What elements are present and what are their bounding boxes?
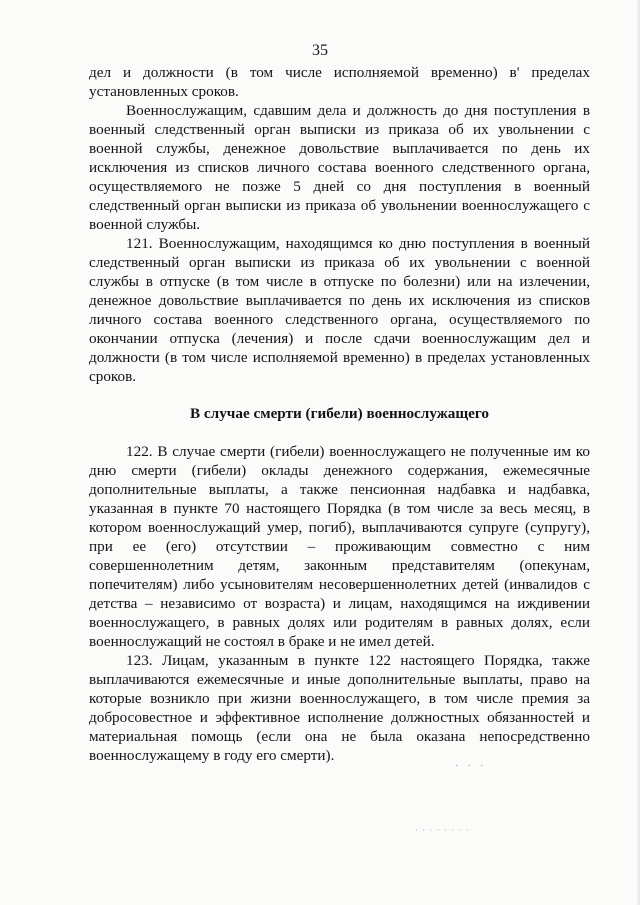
- section-heading: В случае смерти (гибели) военнослужащего: [190, 405, 489, 422]
- scan-artifact-mark: · · ·: [455, 760, 487, 772]
- paragraph-123: 123. Лицам, указанным в пункте 122 настоящего Порядка, также выплачиваются ежемесячные и иные дополнительные выплаты, право на которые возникло при жизни военнослужащего, в том числе премия за добросовестное и эффективное исполнение должностных обязанностей и материальная помощь (если она не была оказана непосредственно военнослужащему в году его смерти).: [89, 652, 590, 764]
- page-number: 35: [312, 42, 328, 59]
- paragraph-121: 121. Военнослужащим, находящимся ко дню поступления в военный следственный орган выписки из приказа об их увольнении с военной службы в отпуске (в том числе в отпуске по болезни) или на излечении, денежное довольствие выплачивается по день их исключения из списков личного состава военного следственного органа, осуществляемого по окончании отпуска (лечения) и после сдачи военнослужащим дел и должности (в том числе исполняемой временно) в пределах установленных сроков.: [89, 235, 590, 385]
- document-body: [89, 63, 590, 765]
- paragraph-122: 122. В случае смерти (гибели) военнослужащего не полученные им ко дню смерти (гибели) оклады денежного содержания, ежемесячные дополнительные выплаты, а также пенсионная надбавка и надбавка, указанная в пункте 70 настоящего Порядка (в том числе за весь месяц, в котором военнослужащий умер, погиб), выплачиваются супруге (супругу), при ее (его) отсутствии – проживающим совместно с ним совершеннолетним детям, законным представителям (опекунам, попечителям) либо усыновителям несовершеннолетних детей (инвалидов с детства – независимо от возраста) и лицам, находящимся на иждивении военнослужащего, в равных долях или родителям в равных долях, если военнослужащий не состоял в браке и не имел детей.: [89, 443, 590, 650]
- paragraph-continuation: дел и должности (в том числе исполняемой временно) в' пределах установленных сроков.: [89, 64, 590, 100]
- page-edge-shadow: [636, 0, 640, 905]
- paragraph-dismissed-servicemen: Военнослужащим, сдавшим дела и должность до дня поступления в военный следственный орган выписки из приказа об их увольнении с военной службы, денежное довольствие выплачивается по день их исключения из списков личного состава военного следственного органа, осуществляемого не позже 5 дней со дня поступления в военный следственный орган выписки из приказа об увольнении военнослужащего с военной службы.: [89, 102, 590, 233]
- scan-artifact-mark: ˙ ˙ ˙ ˙ ˙ ˙ ˙ ˙: [415, 828, 470, 838]
